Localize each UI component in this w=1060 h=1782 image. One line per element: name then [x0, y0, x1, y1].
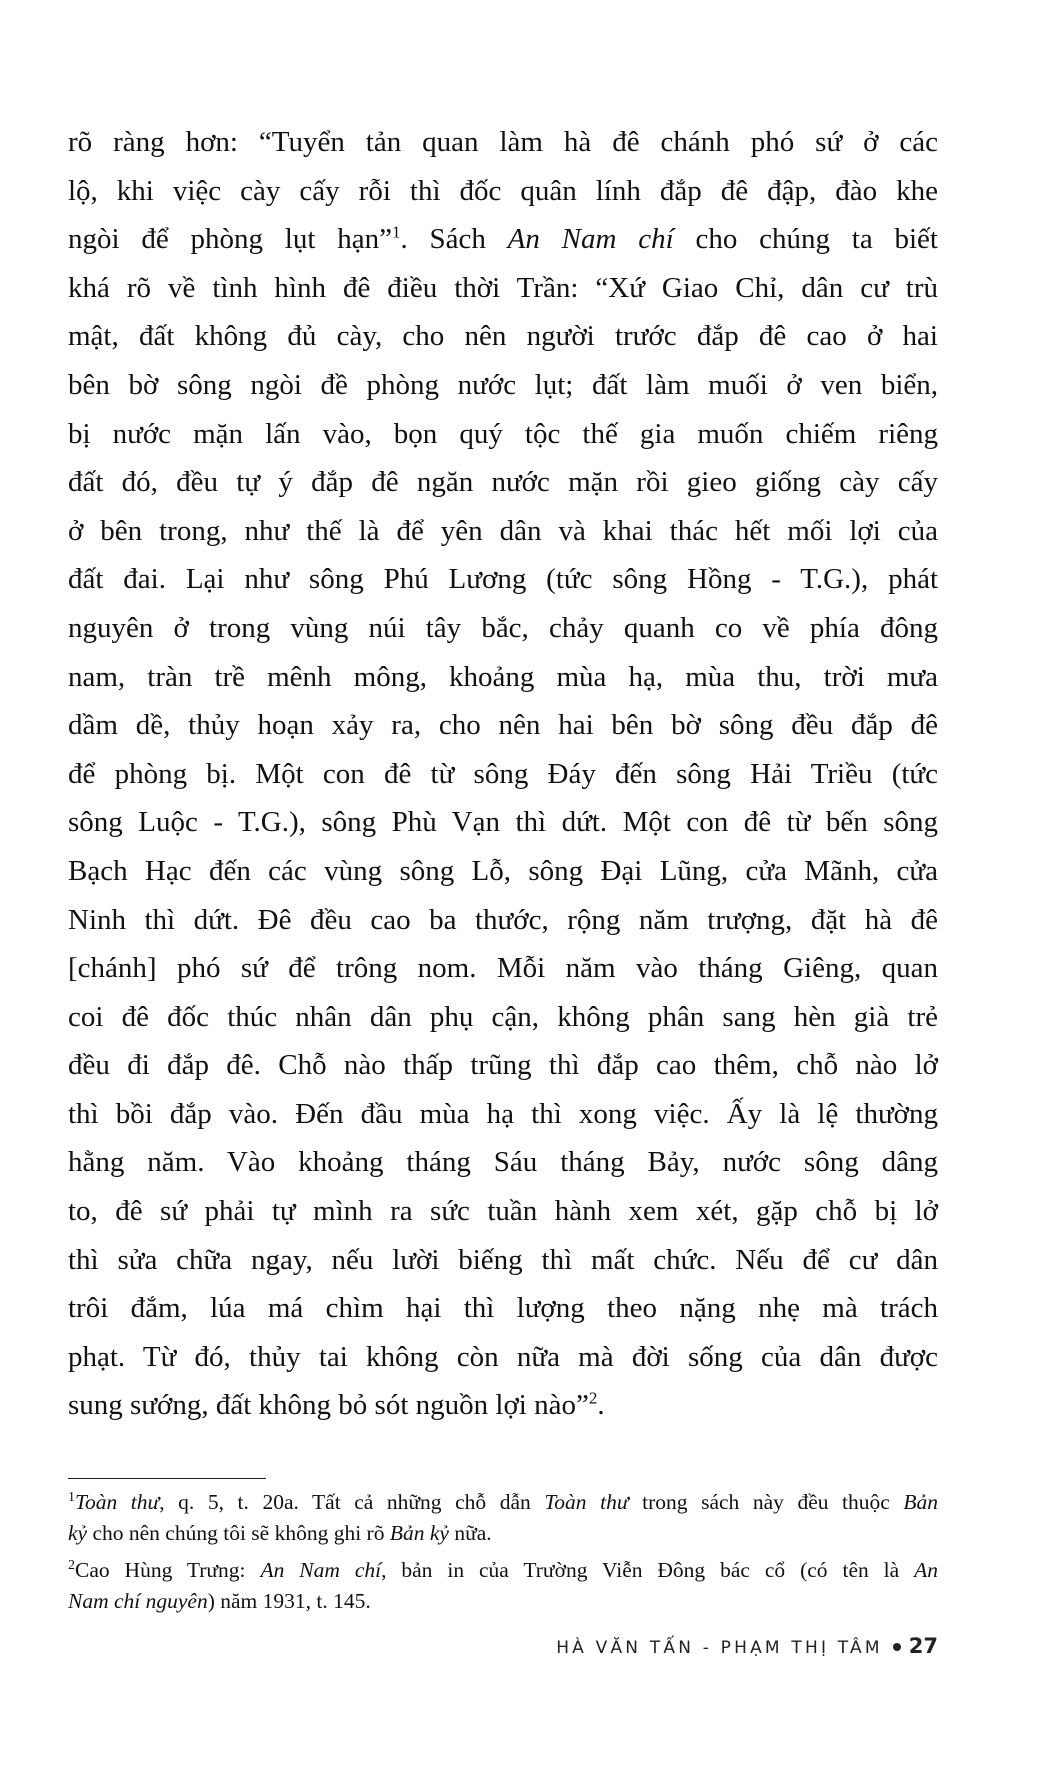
text-segment: .	[597, 1389, 605, 1422]
footnote-text: Bản kỷ	[389, 1521, 449, 1545]
text-segment: Bạch Hạc đến các vùng sông Lỗ, sông Đại Lũng, cửa Mãnh, cửa	[68, 854, 938, 887]
text-segment: to, đê sứ phải tự mình ra sức tuần hành xem xét, gặp chỗ bị lở	[68, 1195, 938, 1228]
text-segment: bên bờ sông ngòi đề phòng nước lụt; đất làm muối ở ven biển,	[68, 368, 938, 401]
text-segment: sông Luộc - T.G.), sông Phù Vạn thì dứt. Một con đê từ bến sông	[68, 806, 938, 839]
footnotes	[68, 1487, 938, 1617]
text-line	[68, 896, 938, 945]
text-line	[68, 361, 938, 410]
text-segment: ở bên trong, như thế là để yên dân và khai thác hết mối lợi của	[68, 514, 938, 547]
main-text	[68, 118, 938, 1430]
text-line	[68, 410, 938, 459]
text-line	[68, 458, 938, 507]
text-segment: nguyên ở trong vùng núi tây bắc, chảy quanh co về phía đông	[68, 611, 938, 644]
text-segment: Ninh thì dứt. Đê đều cao ba thước, rộng năm trượng, đặt hà đê	[68, 903, 938, 936]
text-line	[68, 944, 938, 993]
text-line	[68, 1333, 938, 1382]
text-segment: trôi đắm, lúa má chìm hại thì lượng theo nặng nhẹ mà trách	[68, 1292, 938, 1325]
text-segment: dầm dề, thủy hoạn xảy ra, cho nên hai bên bờ sông đều đắp đê	[68, 709, 938, 742]
footnote-text: Nam chí nguyên	[68, 1589, 208, 1613]
footnote-text: , q. 5, t. 20a. Tất cả những chỗ dẫn	[159, 1490, 545, 1514]
footnote-text: trong sách này đều thuộc	[628, 1490, 904, 1514]
footnote-text: cho nên chúng tôi sẽ không ghi rõ	[87, 1521, 390, 1545]
text-line	[68, 750, 938, 799]
footnote-marker: 1	[68, 1489, 75, 1505]
page-number: 27	[908, 1634, 938, 1658]
text-line	[68, 798, 938, 847]
text-line	[68, 215, 938, 264]
text-line	[68, 1284, 938, 1333]
footnote-separator	[68, 1478, 266, 1479]
text-line	[68, 1381, 938, 1430]
text-segment: thì bồi đắp vào. Đến đầu mùa hạ thì xong việc. Ấy là lệ thường	[68, 1097, 938, 1130]
footnote-marker: 2	[68, 1557, 75, 1573]
footnote-text: ) năm 1931, t. 145.	[207, 1589, 371, 1613]
page-footer	[556, 1628, 938, 1664]
footnote-text: Bản	[903, 1490, 939, 1514]
text-segment: sung sướng, đất không bỏ sót nguồn lợi nào”	[68, 1389, 589, 1422]
text-segment: coi đê đốc thúc nhân dân phụ cận, không phân sang hèn già trẻ	[68, 1000, 938, 1033]
footnote-1	[68, 1487, 938, 1549]
footnote-text: , bản in của Trường Viễn Đông bác cổ (có tên là	[381, 1558, 915, 1582]
text-line	[68, 507, 938, 556]
text-line	[68, 1187, 938, 1236]
text-line	[68, 993, 938, 1042]
footnote-text: Toàn thư	[544, 1490, 629, 1514]
text-segment: thì sửa chữa ngay, nếu lười biếng thì mất chức. Nếu để cư dân	[68, 1243, 938, 1276]
text-segment: rõ ràng hơn: “Tuyển tản quan làm hà đê chánh phó sứ ở các	[68, 126, 938, 158]
footnote-ref: 1	[391, 222, 401, 242]
text-segment: . Sách	[400, 223, 508, 256]
text-line	[68, 847, 938, 896]
text-line	[68, 1138, 938, 1187]
footnote-ref: 2	[588, 1388, 598, 1408]
text-segment: khá rõ về tình hình đê điều thời Trần: “Xứ Giao Chỉ, dân cư trù	[68, 271, 938, 304]
footnote-text: Cao Hùng Trưng:	[75, 1558, 261, 1582]
text-segment: hằng năm. Vào khoảng tháng Sáu tháng Bảy, nước sông dâng	[68, 1146, 938, 1179]
bullet-icon	[893, 1643, 901, 1651]
footnote-text: An Nam chí	[260, 1558, 382, 1582]
footnote-line	[68, 1586, 938, 1617]
text-segment: đất đó, đều tự ý đắp đê ngăn nước mặn rồi gieo giống cày cấy	[68, 466, 938, 499]
text-segment: ngòi để phòng lụt hạn”	[68, 223, 392, 256]
text-segment: An Nam chí	[507, 223, 674, 256]
text-line	[68, 604, 938, 653]
text-line	[68, 1236, 938, 1285]
text-line	[68, 555, 938, 604]
text-line	[68, 1090, 938, 1139]
footnote-2	[68, 1555, 938, 1617]
footnote-text: nữa.	[448, 1521, 492, 1545]
footnote-line	[68, 1555, 938, 1586]
text-line	[68, 701, 938, 750]
running-head: HÀ VĂN TẤN - PHẠM THỊ TÂM	[556, 1638, 883, 1658]
text-line	[68, 167, 938, 216]
text-segment: nam, tràn trề mênh mông, khoảng mùa hạ, mùa thu, trời mưa	[68, 660, 938, 693]
text-segment: để phòng bị. Một con đê từ sông Đáy đến sông Hải Triều (tức	[68, 757, 938, 790]
text-segment: bị nước mặn lấn vào, bọn quý tộc thế gia muốn chiếm riêng	[68, 417, 938, 450]
text-line	[68, 312, 938, 361]
text-segment: phạt. Từ đó, thủy tai không còn nữa mà đời sống của dân được	[68, 1340, 938, 1373]
text-line	[68, 264, 938, 313]
text-segment: đất đai. Lại như sông Phú Lương (tức sông Hồng - T.G.), phát	[68, 563, 938, 596]
text-line	[68, 653, 938, 702]
text-segment: lộ, khi việc cày cấy rỗi thì đốc quân lính đắp đê đập, đào khe	[68, 174, 938, 207]
text-segment: cho chúng ta biết	[673, 223, 938, 256]
footnote-text: An	[914, 1558, 938, 1582]
footnote-text: Toàn thư	[75, 1490, 160, 1514]
text-segment: mật, đất không đủ cày, cho nên người trước đắp đê cao ở hai	[68, 320, 938, 353]
text-segment: đều đi đắp đê. Chỗ nào thấp trũng thì đắp cao thêm, chỗ nào lở	[68, 1049, 938, 1082]
footnote-text: kỷ	[68, 1521, 88, 1545]
text-segment: [chánh] phó sứ để trông nom. Mỗi năm vào tháng Giêng, quan	[68, 952, 938, 985]
text-line	[68, 118, 938, 167]
footnote-line	[68, 1518, 938, 1549]
footnote-line	[68, 1487, 938, 1518]
text-line	[68, 1041, 938, 1090]
